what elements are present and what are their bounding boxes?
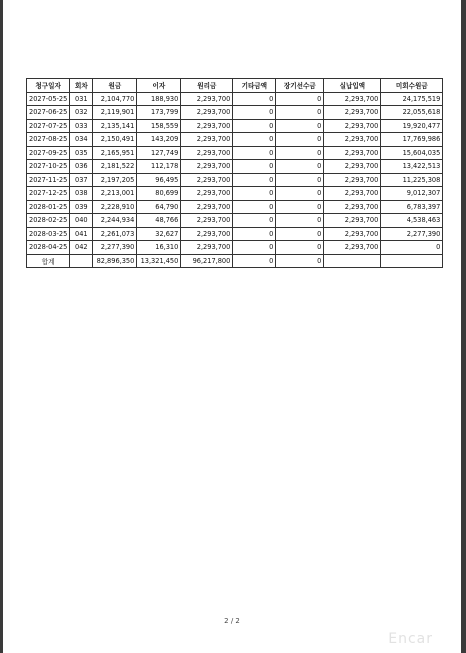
- cell-paid-amount: 2,293,700: [324, 119, 381, 133]
- cell-installment-no: 039: [70, 200, 93, 214]
- cell-prepayment: 0: [276, 173, 324, 187]
- cell-payment: 2,293,700: [181, 214, 233, 228]
- table-row: [27, 200, 443, 214]
- total-interest: 13,321,450: [137, 254, 181, 268]
- table-row: [27, 146, 443, 160]
- cell-payment: 2,293,700: [181, 92, 233, 106]
- header-principal: 원금: [93, 79, 137, 93]
- cell-payment: 2,293,700: [181, 227, 233, 241]
- total-outstanding-principal: [381, 254, 443, 268]
- cell-interest: 48,766: [137, 214, 181, 228]
- cell-prepayment: 0: [276, 241, 324, 255]
- total-principal: 82,896,350: [93, 254, 137, 268]
- cell-interest: 32,627: [137, 227, 181, 241]
- cell-payment: 2,293,700: [181, 146, 233, 160]
- cell-paid-amount: 2,293,700: [324, 106, 381, 120]
- cell-billing-date: 2028-01-25: [27, 200, 70, 214]
- cell-prepayment: 0: [276, 214, 324, 228]
- cell-prepayment: 0: [276, 133, 324, 147]
- cell-outstanding-principal: 2,277,390: [381, 227, 443, 241]
- cell-installment-no: 036: [70, 160, 93, 174]
- cell-paid-amount: 2,293,700: [324, 227, 381, 241]
- cell-other-amount: 0: [233, 227, 276, 241]
- cell-principal: 2,150,491: [93, 133, 137, 147]
- cell-payment: 2,293,700: [181, 160, 233, 174]
- cell-outstanding-principal: 17,769,986: [381, 133, 443, 147]
- cell-other-amount: 0: [233, 200, 276, 214]
- total-other-amount: 0: [233, 254, 276, 268]
- cell-payment: 2,293,700: [181, 119, 233, 133]
- table-row: [27, 241, 443, 255]
- cell-interest: 16,310: [137, 241, 181, 255]
- cell-other-amount: 0: [233, 133, 276, 147]
- cell-principal: 2,119,901: [93, 106, 137, 120]
- cell-outstanding-principal: 11,225,308: [381, 173, 443, 187]
- table-row: [27, 173, 443, 187]
- cell-paid-amount: 2,293,700: [324, 146, 381, 160]
- cell-outstanding-principal: 22,055,618: [381, 106, 443, 120]
- cell-outstanding-principal: 6,783,397: [381, 200, 443, 214]
- cell-principal: 2,181,522: [93, 160, 137, 174]
- cell-interest: 80,699: [137, 187, 181, 201]
- cell-prepayment: 0: [276, 92, 324, 106]
- table-row: [27, 133, 443, 147]
- cell-outstanding-principal: 0: [381, 241, 443, 255]
- total-label: 합계: [27, 254, 70, 268]
- cell-billing-date: 2027-08-25: [27, 133, 70, 147]
- cell-prepayment: 0: [276, 106, 324, 120]
- cell-paid-amount: 2,293,700: [324, 92, 381, 106]
- cell-payment: 2,293,700: [181, 173, 233, 187]
- cell-billing-date: 2027-06-25: [27, 106, 70, 120]
- total-prepayment: 0: [276, 254, 324, 268]
- cell-interest: 112,178: [137, 160, 181, 174]
- cell-payment: 2,293,700: [181, 106, 233, 120]
- cell-installment-no: 032: [70, 106, 93, 120]
- cell-billing-date: 2028-02-25: [27, 214, 70, 228]
- cell-paid-amount: 2,293,700: [324, 187, 381, 201]
- table-row: [27, 160, 443, 174]
- header-payment: 원리금: [181, 79, 233, 93]
- cell-installment-no: 033: [70, 119, 93, 133]
- table-row: [27, 227, 443, 241]
- cell-other-amount: 0: [233, 92, 276, 106]
- cell-billing-date: 2028-04-25: [27, 241, 70, 255]
- cell-interest: 64,790: [137, 200, 181, 214]
- cell-principal: 2,165,951: [93, 146, 137, 160]
- cell-principal: 2,244,934: [93, 214, 137, 228]
- cell-paid-amount: 2,293,700: [324, 241, 381, 255]
- cell-interest: 158,559: [137, 119, 181, 133]
- cell-billing-date: 2027-09-25: [27, 146, 70, 160]
- cell-outstanding-principal: 9,012,307: [381, 187, 443, 201]
- total-paid-amount: [324, 254, 381, 268]
- cell-installment-no: 034: [70, 133, 93, 147]
- cell-payment: 2,293,700: [181, 241, 233, 255]
- repayment-schedule-table: [26, 78, 443, 268]
- cell-outstanding-principal: 4,538,463: [381, 214, 443, 228]
- table-row: [27, 214, 443, 228]
- cell-prepayment: 0: [276, 119, 324, 133]
- cell-principal: 2,277,390: [93, 241, 137, 255]
- cell-billing-date: 2027-05-25: [27, 92, 70, 106]
- cell-prepayment: 0: [276, 227, 324, 241]
- cell-billing-date: 2027-11-25: [27, 173, 70, 187]
- table-body: [27, 92, 443, 268]
- table-row: [27, 92, 443, 106]
- table-row: [27, 106, 443, 120]
- cell-other-amount: 0: [233, 160, 276, 174]
- cell-paid-amount: 2,293,700: [324, 200, 381, 214]
- cell-prepayment: 0: [276, 160, 324, 174]
- cell-paid-amount: 2,293,700: [324, 173, 381, 187]
- header-interest: 이자: [137, 79, 181, 93]
- header-paid-amount: 실납입액: [324, 79, 381, 93]
- cell-payment: 2,293,700: [181, 187, 233, 201]
- cell-billing-date: 2027-07-25: [27, 119, 70, 133]
- cell-installment-no: 035: [70, 146, 93, 160]
- cell-installment-no: 038: [70, 187, 93, 201]
- total-installment-no: [70, 254, 93, 268]
- table-row: [27, 119, 443, 133]
- cell-interest: 188,930: [137, 92, 181, 106]
- cell-prepayment: 0: [276, 146, 324, 160]
- cell-other-amount: 0: [233, 241, 276, 255]
- cell-interest: 173,799: [137, 106, 181, 120]
- cell-principal: 2,104,770: [93, 92, 137, 106]
- cell-outstanding-principal: 24,175,519: [381, 92, 443, 106]
- header-installment-no: 회차: [70, 79, 93, 93]
- cell-interest: 96,495: [137, 173, 181, 187]
- cell-interest: 143,209: [137, 133, 181, 147]
- cell-outstanding-principal: 15,604,035: [381, 146, 443, 160]
- cell-installment-no: 031: [70, 92, 93, 106]
- cell-other-amount: 0: [233, 214, 276, 228]
- cell-paid-amount: 2,293,700: [324, 133, 381, 147]
- cell-principal: 2,197,205: [93, 173, 137, 187]
- header-billing-date: 청구일자: [27, 79, 70, 93]
- cell-billing-date: 2028-03-25: [27, 227, 70, 241]
- header-other-amount: 기타금액: [233, 79, 276, 93]
- page-indicator: 2 / 2: [224, 617, 240, 625]
- cell-principal: 2,135,141: [93, 119, 137, 133]
- table-row: [27, 187, 443, 201]
- cell-outstanding-principal: 19,920,477: [381, 119, 443, 133]
- cell-billing-date: 2027-12-25: [27, 187, 70, 201]
- cell-paid-amount: 2,293,700: [324, 214, 381, 228]
- cell-other-amount: 0: [233, 106, 276, 120]
- cell-other-amount: 0: [233, 187, 276, 201]
- document-page: [3, 0, 461, 653]
- cell-other-amount: 0: [233, 119, 276, 133]
- cell-other-amount: 0: [233, 146, 276, 160]
- total-payment: 96,217,800: [181, 254, 233, 268]
- cell-paid-amount: 2,293,700: [324, 160, 381, 174]
- total-row: [27, 254, 443, 268]
- cell-principal: 2,228,910: [93, 200, 137, 214]
- cell-payment: 2,293,700: [181, 133, 233, 147]
- cell-prepayment: 0: [276, 200, 324, 214]
- cell-outstanding-principal: 13,422,513: [381, 160, 443, 174]
- cell-principal: 2,261,073: [93, 227, 137, 241]
- cell-billing-date: 2027-10-25: [27, 160, 70, 174]
- cell-prepayment: 0: [276, 187, 324, 201]
- header-prepayment: 장기선수금: [276, 79, 324, 93]
- cell-installment-no: 040: [70, 214, 93, 228]
- cell-installment-no: 041: [70, 227, 93, 241]
- table-header-row: [27, 79, 443, 93]
- cell-installment-no: 037: [70, 173, 93, 187]
- watermark-logo: Encar: [388, 631, 433, 647]
- cell-interest: 127,749: [137, 146, 181, 160]
- cell-principal: 2,213,001: [93, 187, 137, 201]
- cell-installment-no: 042: [70, 241, 93, 255]
- cell-payment: 2,293,700: [181, 200, 233, 214]
- cell-other-amount: 0: [233, 173, 276, 187]
- header-outstanding-principal: 미회수원금: [381, 79, 443, 93]
